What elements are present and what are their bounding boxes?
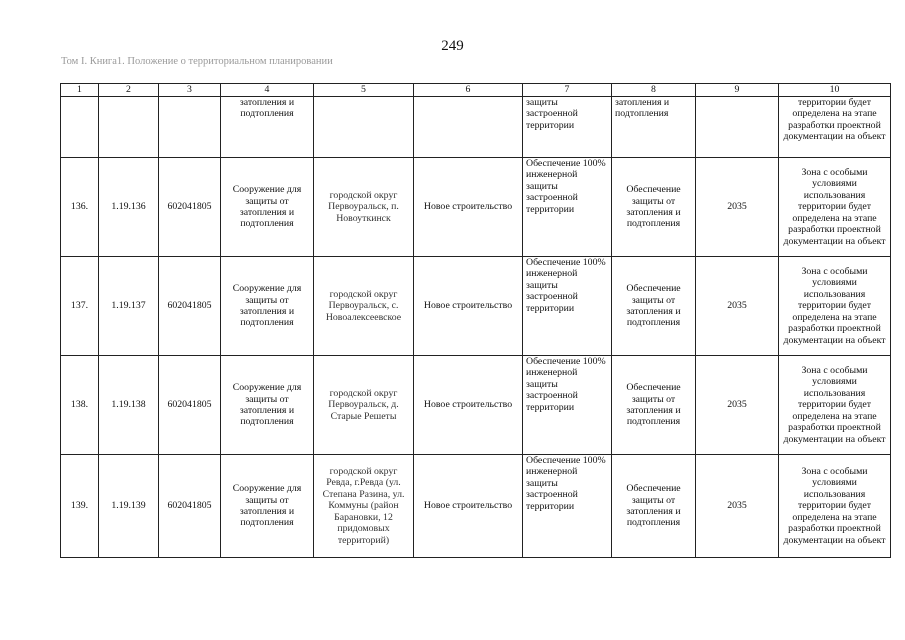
code-cell: 1.19.136 <box>99 158 159 257</box>
empty-cell <box>159 97 221 158</box>
purpose-cell: Обеспечение 100% инженерной защиты застроенной территории <box>523 455 612 558</box>
empty-cell <box>414 97 523 158</box>
row-number-cell: 138. <box>61 356 99 455</box>
row-number-cell: 137. <box>61 257 99 356</box>
purpose-cell: Обеспечение 100% инженерной защиты застроенной территории <box>523 158 612 257</box>
construction-type-cell: Новое строительство <box>414 356 523 455</box>
table-row <box>61 356 891 455</box>
column-header: 4 <box>221 84 314 97</box>
objects-table <box>60 83 891 558</box>
function-cell: Обеспечение защиты от затопления и подтопления <box>612 158 696 257</box>
purpose-cell: Обеспечение 100% инженерной защиты застроенной территории <box>523 257 612 356</box>
id-cell: 602041805 <box>159 257 221 356</box>
zone-cell: Зона с особыми условиями использования территории будет определена на этапе разработки проектной документации на объект <box>779 455 891 558</box>
empty-cell <box>99 97 159 158</box>
column-header: 6 <box>414 84 523 97</box>
row-number-cell: 136. <box>61 158 99 257</box>
empty-cell <box>61 97 99 158</box>
column-header: 1 <box>61 84 99 97</box>
zone-cell: Зона с особыми условиями использования территории будет определена на этапе разработки проектной документации на объект <box>779 158 891 257</box>
running-header: Том I. Книга1. Положение о территориальном планировании <box>61 56 333 67</box>
location-cell: городской округ Первоуральск, п. Новоуткинск <box>314 158 414 257</box>
empty-cell <box>314 97 414 158</box>
object-name-cell: затопления и подтопления <box>221 97 314 158</box>
function-cell: Обеспечение защиты от затопления и подтопления <box>612 257 696 356</box>
object-name-cell: Сооружение для защиты от затопления и подтопления <box>221 158 314 257</box>
function-cell: Обеспечение защиты от затопления и подтопления <box>612 455 696 558</box>
function-cell: Обеспечение защиты от затопления и подтопления <box>612 356 696 455</box>
function-cell: затопления и подтопления <box>612 97 696 158</box>
code-cell: 1.19.138 <box>99 356 159 455</box>
column-header: 9 <box>696 84 779 97</box>
column-header: 7 <box>523 84 612 97</box>
page-number: 249 <box>441 38 464 54</box>
location-cell: городской округ Первоуральск, д. Старые Решеты <box>314 356 414 455</box>
id-cell: 602041805 <box>159 158 221 257</box>
code-cell: 1.19.137 <box>99 257 159 356</box>
zone-cell: территории будет определена на этапе разработки проектной документации на объект <box>779 97 891 158</box>
year-cell: 2035 <box>696 257 779 356</box>
object-name-cell: Сооружение для защиты от затопления и подтопления <box>221 356 314 455</box>
column-header: 3 <box>159 84 221 97</box>
id-cell: 602041805 <box>159 455 221 558</box>
column-number-row <box>61 84 891 97</box>
construction-type-cell: Новое строительство <box>414 158 523 257</box>
column-header: 10 <box>779 84 891 97</box>
column-header: 5 <box>314 84 414 97</box>
purpose-cell: Обеспечение 100% инженерной защиты застроенной территории <box>523 356 612 455</box>
construction-type-cell: Новое строительство <box>414 455 523 558</box>
table-row <box>61 455 891 558</box>
code-cell: 1.19.139 <box>99 455 159 558</box>
object-name-cell: Сооружение для защиты от затопления и подтопления <box>221 257 314 356</box>
row-number-cell: 139. <box>61 455 99 558</box>
id-cell: 602041805 <box>159 356 221 455</box>
construction-type-cell: Новое строительство <box>414 257 523 356</box>
empty-cell <box>696 97 779 158</box>
continuation-row <box>61 97 891 158</box>
purpose-cell: защиты застроенной территории <box>523 97 612 158</box>
column-header: 8 <box>612 84 696 97</box>
year-cell: 2035 <box>696 356 779 455</box>
object-name-cell: Сооружение для защиты от затопления и подтопления <box>221 455 314 558</box>
location-cell: городской округ Ревда, г.Ревда (ул. Степана Разина, ул. Коммуны (район Барановки, 12 придомовых территорий) <box>314 455 414 558</box>
zone-cell: Зона с особыми условиями использования территории будет определена на этапе разработки проектной документации на объект <box>779 356 891 455</box>
zone-cell: Зона с особыми условиями использования территории будет определена на этапе разработки проектной документации на объект <box>779 257 891 356</box>
location-cell: городской округ Первоуральск, с. Новоалексеевское <box>314 257 414 356</box>
table-row <box>61 257 891 356</box>
year-cell: 2035 <box>696 158 779 257</box>
table-row <box>61 158 891 257</box>
column-header: 2 <box>99 84 159 97</box>
year-cell: 2035 <box>696 455 779 558</box>
